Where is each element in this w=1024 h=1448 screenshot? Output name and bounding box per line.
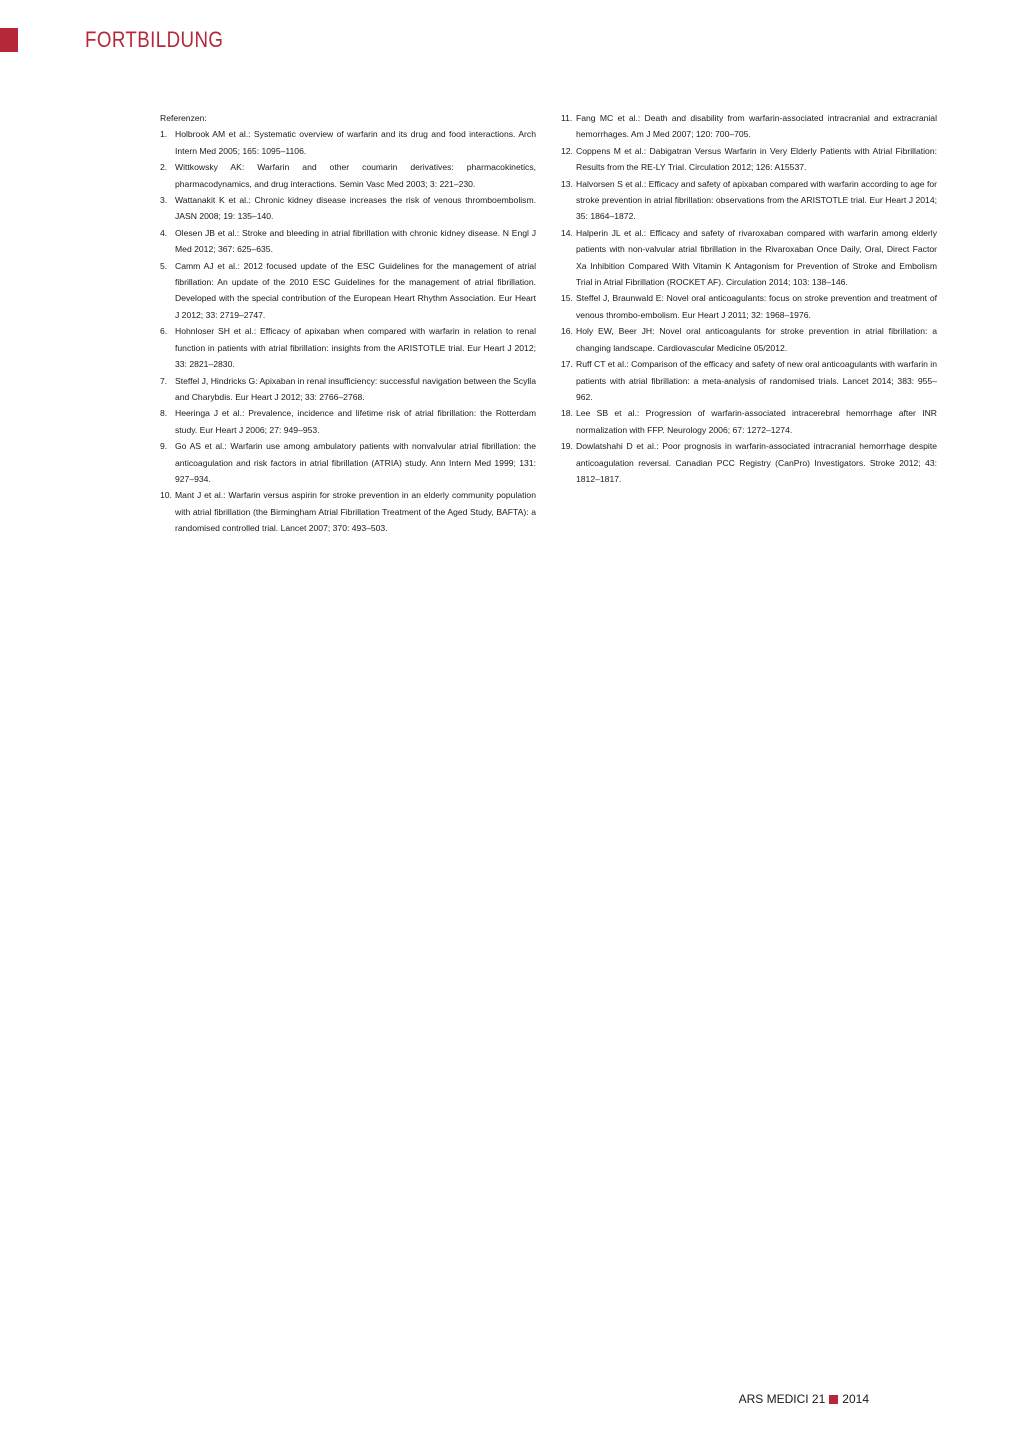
footer-square-icon <box>829 1395 838 1404</box>
section-marker <box>0 28 18 52</box>
reference-number: 2. <box>160 162 168 173</box>
journal-year: 2014 <box>842 1392 869 1406</box>
reference-item <box>561 110 937 143</box>
reference-number: 9. <box>160 441 168 452</box>
reference-text: Halvorsen S et al.: Efficacy and safety of apixaban compared with warfarin according to age for stroke prevention in atrial fibrillation: observations from the ARISTOTLE trial. Eur Heart J 2014; 35: 1864–1872. <box>576 178 937 222</box>
reference-item <box>160 405 536 438</box>
reference-number: 11. <box>561 113 573 123</box>
reference-item <box>160 487 536 536</box>
reference-number: 1. <box>160 129 168 140</box>
reference-number: 7. <box>160 375 168 386</box>
reference-text: Halperin JL et al.: Efficacy and safety of rivaroxaban compared with warfarin among elderly patients with non-valvular atrial fibrillation in the Rivaroxaban Once Daily, Oral, Direct Factor Xa Inhibition Compared With Vitamin K Antagonism for Prevention of Stroke and Embolism Trial in Atrial Fibrillation (ROCKET AF). Circulation 2014; 103: 138–146. <box>576 227 937 288</box>
reference-text: Holy EW, Beer JH: Novel oral anticoagulants for stroke prevention in atrial fibrillation: a changing landscape. Cardiovascular Medicine 05/2012. <box>576 326 937 353</box>
reference-text: Coppens M et al.: Dabigatran Versus Warfarin in Very Elderly Patients with Atrial Fibrillation: Results from the RE-LY Trial. Circulation 2012; 126: A15537. <box>576 145 937 173</box>
reference-text: Steffel J, Braunwald E: Novel oral anticoagulants: focus on stroke prevention and treatment of venous thrombo-embolism. Eur Heart J 2011; 32: 1968–1976. <box>576 293 937 320</box>
reference-item <box>561 176 937 225</box>
section-title: FORTBILDUNG <box>85 27 224 52</box>
reference-text: Ruff CT et al.: Comparison of the efficacy and safety of new oral anticoagulants with warfarin in patients with atrial fibrillation: a meta-analysis of randomised trials. Lancet 2014; 383: 955–962. <box>576 359 937 402</box>
reference-number: 5. <box>160 260 168 271</box>
reference-number: 14. <box>561 227 573 238</box>
reference-number: 4. <box>160 227 168 238</box>
journal-issue: ARS MEDICI 21 <box>738 1392 826 1406</box>
reference-text: Mant J et al.: Warfarin versus aspirin for stroke prevention in an elderly community population with atrial fibrillation (the Birmingham Atrial Fibrillation Treatment of the Aged Study, BAFTA): a randomised controlled trial. Lancet 2007; 370: 493–503. <box>175 490 536 534</box>
reference-text: Holbrook AM et al.: Systematic overview of warfarin and its drug and food interactions. Arch Intern Med 2005; 165: 1095–1106. <box>175 129 536 156</box>
references-column-right <box>561 110 937 487</box>
reference-number: 16. <box>561 326 573 337</box>
reference-item <box>561 323 937 356</box>
reference-text: Olesen JB et al.: Stroke and bleeding in atrial fibrillation with chronic kidney disease. N Engl J Med 2012; 367: 625–635. <box>175 227 536 255</box>
reference-item <box>160 373 536 406</box>
reference-item <box>160 438 536 487</box>
reference-text: Wittkowsky AK: Warfarin and other coumarin derivatives: pharmacokinetics, pharmacodynamics, and drug interactions. Semin Vasc Med 2003; 3: 221–230. <box>175 162 536 189</box>
reference-item <box>160 323 536 372</box>
reference-text: Camm AJ et al.: 2012 focused update of the ESC Guidelines for the management of atrial fibrillation: An update of the 2010 ESC Guidelines for the management of atrial fibrillation. Developed with the special contribution of the European Heart Rhythm Association. Eur Heart J 2012; 33: 2719–2747. <box>175 260 536 320</box>
reference-list-right <box>561 110 937 487</box>
reference-text: Wattanakit K et al.: Chronic kidney disease increases the risk of venous thromboembolism. JASN 2008; 19: 135–140. <box>175 195 536 222</box>
reference-number: 12. <box>561 145 573 156</box>
reference-number: 13. <box>561 178 573 189</box>
reference-item <box>561 405 937 438</box>
reference-item <box>561 290 937 323</box>
reference-item <box>561 225 937 291</box>
reference-list-left <box>160 126 536 536</box>
reference-text: Dowlatshahi D et al.: Poor prognosis in warfarin-associated intracranial hemorrhage despite anticoagulation reversal. Canadian PCC Registry (CanPro) Investigators. Stroke 2012; 43: 1812–1817. <box>576 441 937 484</box>
reference-item <box>160 159 536 192</box>
references-column-left <box>160 110 536 537</box>
page-footer <box>739 1391 869 1407</box>
reference-item <box>160 258 536 324</box>
reference-number: 8. <box>160 408 168 419</box>
reference-item <box>160 192 536 225</box>
reference-item <box>561 438 937 487</box>
reference-text: Go AS et al.: Warfarin use among ambulatory patients with nonvalvular atrial fibrillation: the anticoagulation and risk factors in atrial fibrillation (ATRIA) study. Ann Intern Med 1999; 131: 927–934. <box>175 441 536 484</box>
reference-item <box>561 143 937 176</box>
reference-number: 19. <box>561 441 573 452</box>
reference-text: Hohnloser SH et al.: Efficacy of apixaban when compared with warfarin in relation to renal function in patients with atrial fibrillation: insights from the ARISTOTLE trial. Eur Heart J 2012; 33: 2821–2830. <box>175 326 536 370</box>
reference-number: 18. <box>561 408 573 419</box>
references-heading: Referenzen: <box>160 113 207 123</box>
reference-number: 6. <box>160 326 168 337</box>
reference-text: Fang MC et al.: Death and disability from warfarin-associated intracranial and extracranial hemorrhages. Am J Med 2007; 120: 700–705. <box>576 113 937 140</box>
reference-item <box>160 126 536 159</box>
reference-number: 17. <box>561 359 573 370</box>
reference-text: Heeringa J et al.: Prevalence, incidence and lifetime risk of atrial fibrillation: the Rotterdam study. Eur Heart J 2006; 27: 949–953. <box>175 408 536 435</box>
reference-number: 15. <box>561 293 573 304</box>
reference-number: 10. <box>160 490 172 501</box>
reference-item <box>160 225 536 258</box>
reference-item <box>561 356 937 405</box>
reference-number: 3. <box>160 195 168 206</box>
reference-text: Lee SB et al.: Progression of warfarin-associated intracerebral hemorrhage after INR normalization with FFP. Neurology 2006; 67: 1272–1274. <box>576 408 937 435</box>
reference-text: Steffel J, Hindricks G: Apixaban in renal insufficiency: successful navigation between the Scylla and Charybdis. Eur Heart J 2012; 33: 2766–2768. <box>175 375 536 402</box>
